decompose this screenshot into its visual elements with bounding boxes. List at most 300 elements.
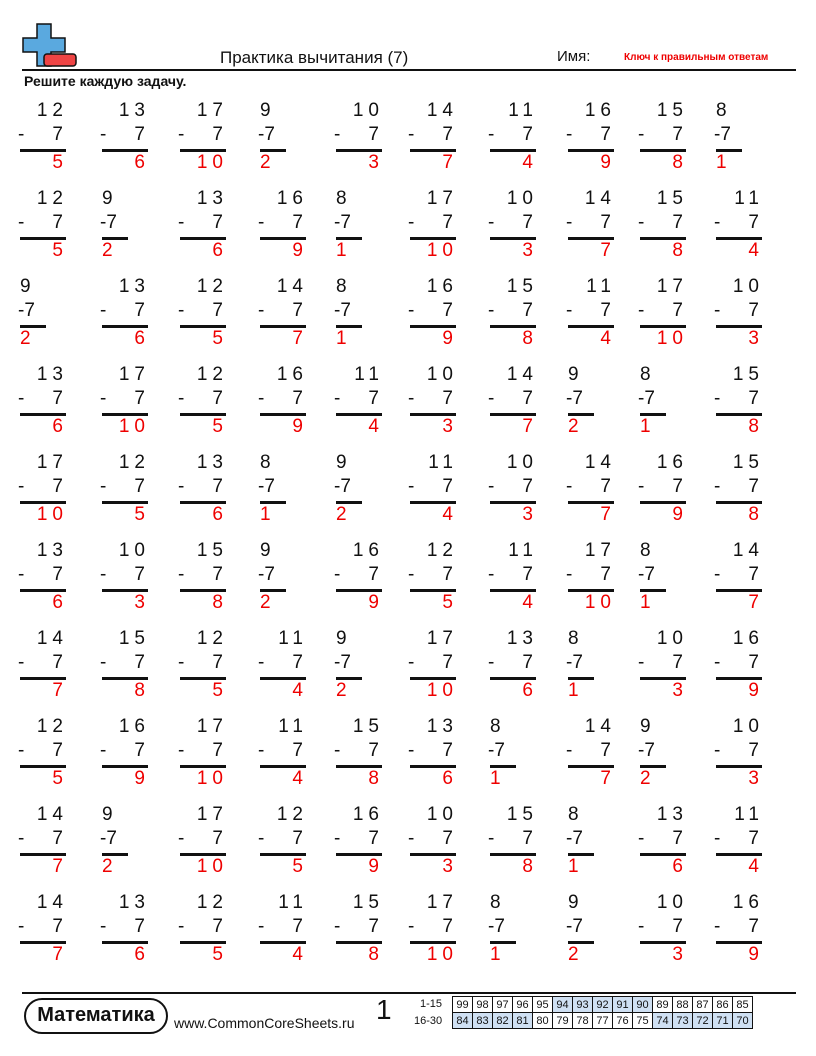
problem (488, 628, 538, 708)
answer: 1 (568, 680, 579, 701)
subtrahend: -7 (638, 564, 655, 585)
subtrahend: 7 (442, 388, 458, 409)
problem (408, 540, 458, 620)
problem (178, 628, 228, 708)
subtrahend: 7 (748, 476, 764, 497)
problem (178, 540, 228, 620)
minuend: 11 (278, 628, 308, 649)
minus-sign: - (258, 916, 265, 937)
minuend: 13 (506, 628, 538, 649)
answer: 3 (522, 504, 538, 525)
answer: 10 (196, 152, 228, 173)
problem (408, 364, 458, 444)
score-cell: 82 (493, 1013, 513, 1029)
minuend: 15 (506, 276, 538, 297)
problem (18, 804, 68, 884)
subtrahend: 7 (52, 564, 68, 585)
answer: 4 (292, 944, 308, 965)
minuend: 13 (118, 100, 150, 121)
answer: 4 (442, 504, 458, 525)
subtrahend: 7 (672, 124, 688, 145)
minus-sign: - (408, 124, 415, 145)
minuend: 12 (196, 628, 228, 649)
score-cell: 78 (573, 1013, 593, 1029)
subtrahend: 7 (442, 124, 458, 145)
problem (18, 628, 68, 708)
minuend: 11 (508, 100, 538, 121)
subtrahend: 7 (672, 916, 688, 937)
problem (488, 452, 538, 532)
answer: 10 (36, 504, 68, 525)
answer: 4 (368, 416, 384, 437)
minuend: 16 (276, 364, 308, 385)
problem (638, 628, 688, 708)
answer: 3 (522, 240, 538, 261)
answer: 8 (672, 240, 688, 261)
page-title: Практика вычитания (7) (220, 48, 409, 67)
score-cell: 94 (553, 997, 573, 1013)
problem (488, 100, 538, 180)
minus-sign: - (258, 300, 265, 321)
problem (714, 892, 764, 972)
minuend: 15 (656, 188, 688, 209)
subtrahend: -7 (258, 476, 275, 497)
minus-sign: - (258, 652, 265, 673)
problem (100, 452, 150, 532)
minuend: 9 (336, 452, 347, 473)
problem (638, 100, 688, 180)
score-cell: 76 (613, 1013, 633, 1029)
problem (714, 628, 764, 708)
problem (714, 100, 764, 180)
minuend: 17 (196, 716, 228, 737)
subtrahend: -7 (566, 916, 583, 937)
answer: 3 (442, 416, 458, 437)
minus-sign: - (178, 916, 185, 937)
subtrahend: 7 (672, 828, 688, 849)
minuend: 14 (276, 276, 308, 297)
minus-sign: - (488, 212, 495, 233)
minuend: 9 (260, 100, 271, 121)
subtrahend: 7 (212, 300, 228, 321)
subtrahend: 7 (672, 300, 688, 321)
minus-sign: - (408, 916, 415, 937)
minuend: 8 (716, 100, 727, 121)
minuend: 8 (640, 364, 651, 385)
minus-sign: - (566, 476, 573, 497)
answer: 10 (426, 944, 458, 965)
answer: 7 (52, 944, 68, 965)
subtrahend: 7 (368, 124, 384, 145)
minus-sign: - (258, 212, 265, 233)
answer: 8 (368, 768, 384, 789)
score-cell: 96 (513, 997, 533, 1013)
problem (408, 716, 458, 796)
subtrahend: 7 (748, 916, 764, 937)
minuend: 17 (426, 892, 458, 913)
problem (178, 892, 228, 972)
answer: 8 (368, 944, 384, 965)
minuend: 14 (36, 804, 68, 825)
minus-sign: - (638, 476, 645, 497)
problem (258, 804, 308, 884)
minus-sign: - (638, 916, 645, 937)
minuend: 14 (36, 892, 68, 913)
page-number: 1 (376, 994, 392, 1025)
problem (100, 276, 150, 356)
score-cell: 72 (693, 1013, 713, 1029)
header-divider (22, 69, 796, 71)
subtrahend: 7 (522, 652, 538, 673)
minuend: 15 (196, 540, 228, 561)
answer: 2 (568, 416, 579, 437)
answer: 3 (368, 152, 384, 173)
subtrahend: -7 (258, 124, 275, 145)
minus-sign: - (566, 564, 573, 585)
problem (566, 452, 616, 532)
subtrahend: 7 (52, 916, 68, 937)
answer: 6 (134, 944, 150, 965)
score-cell: 97 (493, 997, 513, 1013)
subtrahend: 7 (442, 212, 458, 233)
score-cell: 74 (653, 1013, 673, 1029)
answer: 7 (52, 680, 68, 701)
problem (258, 188, 308, 268)
problem (714, 716, 764, 796)
minuend: 11 (428, 452, 458, 473)
answer: 9 (748, 680, 764, 701)
minuend: 8 (490, 892, 501, 913)
minuend: 10 (426, 804, 458, 825)
minuend: 13 (656, 804, 688, 825)
answer: 5 (212, 416, 228, 437)
score-cell: 83 (473, 1013, 493, 1029)
subtrahend: -7 (566, 652, 583, 673)
subtrahend: 7 (212, 916, 228, 937)
minus-sign: - (408, 476, 415, 497)
answer: 1 (336, 328, 347, 349)
answer: 1 (336, 240, 347, 261)
minuend: 16 (426, 276, 458, 297)
subtrahend: 7 (212, 828, 228, 849)
problem (714, 540, 764, 620)
answer: 2 (568, 944, 579, 965)
answer: 5 (292, 856, 308, 877)
answer: 3 (748, 768, 764, 789)
answer: 9 (368, 592, 384, 613)
minuend: 8 (336, 188, 347, 209)
minuend: 13 (118, 892, 150, 913)
minus-sign: - (258, 740, 265, 761)
minuend: 9 (260, 540, 271, 561)
problem (334, 100, 384, 180)
minus-sign: - (18, 564, 25, 585)
minuend: 16 (656, 452, 688, 473)
problem (638, 364, 688, 444)
problem (258, 452, 308, 532)
problem (488, 276, 538, 356)
subtrahend: 7 (442, 300, 458, 321)
answer: 1 (260, 504, 271, 525)
minuend: 17 (426, 628, 458, 649)
minus-sign: - (100, 564, 107, 585)
score-label-2: 16-30 (414, 1015, 443, 1027)
minuend: 15 (352, 892, 384, 913)
answer: 6 (442, 768, 458, 789)
minuend: 16 (352, 804, 384, 825)
problem (258, 100, 308, 180)
minuend: 15 (732, 452, 764, 473)
problem (488, 716, 538, 796)
subtrahend: 7 (368, 564, 384, 585)
answer: 5 (134, 504, 150, 525)
minus-sign: - (714, 740, 721, 761)
problem (178, 100, 228, 180)
score-cell: 73 (673, 1013, 693, 1029)
minuend: 12 (36, 188, 68, 209)
problem (100, 540, 150, 620)
subtrahend: -7 (566, 828, 583, 849)
minuend: 11 (278, 716, 308, 737)
answer: 8 (522, 856, 538, 877)
score-cell: 70 (733, 1013, 753, 1029)
subtrahend: 7 (522, 388, 538, 409)
answer: 2 (102, 856, 113, 877)
answer: 2 (336, 504, 347, 525)
minus-sign: - (178, 124, 185, 145)
minuend: 8 (568, 804, 579, 825)
minus-sign: - (488, 300, 495, 321)
minuend: 16 (732, 892, 764, 913)
problem (178, 364, 228, 444)
minuend: 10 (118, 540, 150, 561)
problem (408, 892, 458, 972)
subtrahend: 7 (748, 652, 764, 673)
answer: 10 (196, 768, 228, 789)
subtrahend: 7 (212, 476, 228, 497)
answer: 1 (640, 416, 651, 437)
minus-sign: - (714, 564, 721, 585)
minuend: 10 (506, 452, 538, 473)
subtrahend: 7 (52, 652, 68, 673)
minuend: 11 (278, 892, 308, 913)
minus-sign: - (638, 828, 645, 849)
minus-sign: - (566, 740, 573, 761)
subtrahend: -7 (18, 300, 35, 321)
problem (258, 540, 308, 620)
subtrahend: 7 (134, 300, 150, 321)
subtrahend: -7 (638, 740, 655, 761)
score-cell: 86 (713, 997, 733, 1013)
subtrahend: 7 (134, 916, 150, 937)
subtrahend: 7 (368, 388, 384, 409)
answer: 8 (672, 152, 688, 173)
problem (488, 892, 538, 972)
subtrahend: 7 (522, 564, 538, 585)
answer: 4 (522, 592, 538, 613)
minus-sign: - (178, 476, 185, 497)
minuend: 12 (36, 716, 68, 737)
score-cell: 98 (473, 997, 493, 1013)
answer: 2 (336, 680, 347, 701)
minus-sign: - (408, 740, 415, 761)
problem (566, 540, 616, 620)
minuend: 12 (196, 276, 228, 297)
minuend: 9 (20, 276, 31, 297)
minus-sign: - (178, 652, 185, 673)
minus-sign: - (488, 564, 495, 585)
subtrahend: 7 (212, 124, 228, 145)
minuend: 9 (336, 628, 347, 649)
minus-sign: - (178, 300, 185, 321)
answer: 8 (212, 592, 228, 613)
minuend: 12 (276, 804, 308, 825)
minuend: 17 (656, 276, 688, 297)
problem (566, 804, 616, 884)
name-label: Имя: (557, 48, 591, 65)
answer: 6 (52, 416, 68, 437)
subtrahend: 7 (748, 564, 764, 585)
answer: 7 (292, 328, 308, 349)
minus-sign: - (18, 916, 25, 937)
problem (100, 892, 150, 972)
problem (408, 100, 458, 180)
minuend: 13 (196, 188, 228, 209)
problem (178, 188, 228, 268)
answer: 7 (600, 240, 616, 261)
minuend: 14 (732, 540, 764, 561)
subtrahend: 7 (134, 124, 150, 145)
subtrahend: 7 (600, 740, 616, 761)
answer: 2 (102, 240, 113, 261)
minuend: 9 (568, 892, 579, 913)
problem (714, 804, 764, 884)
problem (714, 364, 764, 444)
subtrahend: 7 (442, 828, 458, 849)
subtrahend: 7 (292, 652, 308, 673)
minuend: 14 (584, 716, 616, 737)
subtrahend: -7 (334, 300, 351, 321)
answer: 10 (118, 416, 150, 437)
problem (100, 364, 150, 444)
subtrahend: 7 (212, 740, 228, 761)
problem (178, 276, 228, 356)
answer: 6 (134, 152, 150, 173)
problem (258, 892, 308, 972)
answer: 3 (672, 944, 688, 965)
minuend: 8 (260, 452, 271, 473)
subtrahend: 7 (292, 916, 308, 937)
minuend: 17 (196, 804, 228, 825)
subtrahend: -7 (100, 212, 117, 233)
minus-sign: - (408, 388, 415, 409)
subtrahend: -7 (566, 388, 583, 409)
minuend: 11 (734, 188, 764, 209)
minuend: 14 (584, 452, 616, 473)
problem (334, 452, 384, 532)
minuend: 12 (36, 100, 68, 121)
answer: 10 (584, 592, 616, 613)
problem (714, 452, 764, 532)
problem (488, 804, 538, 884)
subtrahend: -7 (488, 740, 505, 761)
minus-sign: - (18, 740, 25, 761)
minuend: 14 (36, 628, 68, 649)
minuend: 16 (352, 540, 384, 561)
problem (334, 892, 384, 972)
minus-sign: - (714, 828, 721, 849)
answer: 2 (260, 152, 271, 173)
answer: 4 (600, 328, 616, 349)
minuend: 14 (584, 188, 616, 209)
minuend: 8 (568, 628, 579, 649)
problem (488, 540, 538, 620)
minuend: 9 (102, 804, 113, 825)
problem (638, 716, 688, 796)
minus-sign: - (100, 124, 107, 145)
score-cell: 95 (533, 997, 553, 1013)
subtrahend: 7 (522, 476, 538, 497)
answer: 8 (748, 416, 764, 437)
minuend: 16 (276, 188, 308, 209)
minus-sign: - (334, 564, 341, 585)
subtrahend: 7 (600, 124, 616, 145)
answer: 9 (368, 856, 384, 877)
answer: 9 (442, 328, 458, 349)
brand-logo: Математика (24, 998, 168, 1034)
score-cell: 88 (673, 997, 693, 1013)
problem (334, 716, 384, 796)
answer: 5 (52, 152, 68, 173)
subtrahend: 7 (672, 652, 688, 673)
problem (566, 100, 616, 180)
problem (100, 628, 150, 708)
minus-sign: - (334, 828, 341, 849)
subtrahend: 7 (134, 740, 150, 761)
minus-sign: - (18, 652, 25, 673)
minuend: 15 (118, 628, 150, 649)
minus-sign: - (714, 916, 721, 937)
minus-sign: - (18, 388, 25, 409)
subtrahend: 7 (292, 212, 308, 233)
minus-sign: - (488, 388, 495, 409)
problem (18, 716, 68, 796)
answer: 1 (716, 152, 727, 173)
minuend: 16 (584, 100, 616, 121)
minuend: 16 (732, 628, 764, 649)
minuend: 8 (490, 716, 501, 737)
subtrahend: 7 (134, 564, 150, 585)
minus-sign: - (100, 476, 107, 497)
problem (258, 364, 308, 444)
minus-sign: - (18, 828, 25, 849)
minuend: 16 (118, 716, 150, 737)
subtrahend: 7 (134, 476, 150, 497)
answer: 1 (490, 768, 501, 789)
problem (334, 540, 384, 620)
score-cell: 81 (513, 1013, 533, 1029)
answer: 9 (292, 240, 308, 261)
score-cell: 80 (533, 1013, 553, 1029)
answer: 7 (600, 768, 616, 789)
subtrahend: 7 (748, 740, 764, 761)
minuend: 14 (426, 100, 458, 121)
subtrahend: -7 (258, 564, 275, 585)
minus-sign: - (258, 828, 265, 849)
subtrahend: 7 (52, 740, 68, 761)
answer: 2 (20, 328, 31, 349)
subtrahend: 7 (52, 124, 68, 145)
